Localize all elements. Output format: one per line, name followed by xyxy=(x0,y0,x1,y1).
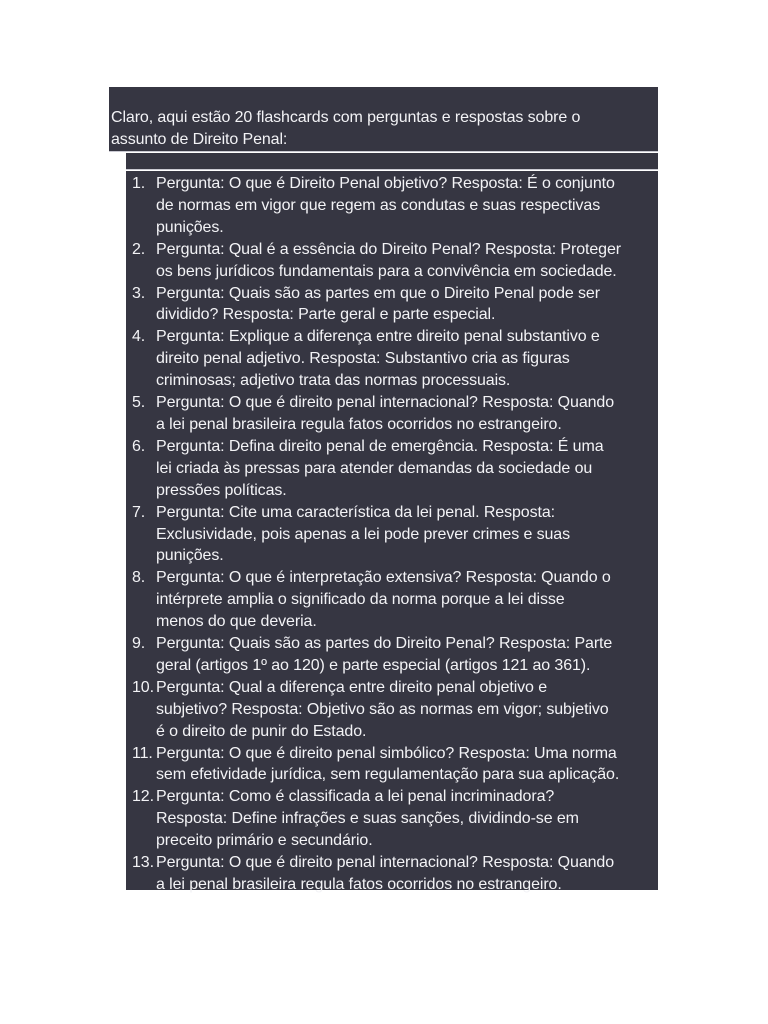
flashcard-text-line: é o direito de punir do Estado. xyxy=(156,722,367,740)
flashcard-number: 12. xyxy=(132,788,154,806)
flashcard-item xyxy=(126,326,658,392)
flashcard-text-line: a lei penal brasileira regula fatos ocorridos no estrangeiro. xyxy=(156,415,562,433)
flashcard-item xyxy=(126,567,658,633)
flashcard-text-line: Pergunta: Qual é a essência do Direito Penal? Resposta: Proteger xyxy=(156,240,621,258)
flashcard-text-line: Pergunta: O que é direito penal internacional? Resposta: Quando xyxy=(156,394,615,412)
flashcard-item xyxy=(126,502,658,568)
flashcard-text-line: criminosas; adjetivo trata das normas processuais. xyxy=(156,372,511,390)
flashcard-number: 8. xyxy=(132,569,146,587)
flashcard-number: 10. xyxy=(132,678,154,696)
flashcard-list-container xyxy=(126,171,658,893)
flashcard-text-line: dividido? Resposta: Parte geral e parte especial. xyxy=(156,306,496,324)
flashcard-number: 1. xyxy=(132,175,146,192)
flashcard-text-line: pressões políticas. xyxy=(156,481,287,499)
flashcard-text-line: punições. xyxy=(156,547,224,565)
flashcard-text-line: Resposta: Define infrações e suas sanções, dividindo-se em xyxy=(156,810,579,828)
flashcard-text-line: sem efetividade jurídica, sem regulamentação para sua aplicação. xyxy=(156,766,620,784)
flashcard-item xyxy=(126,786,658,852)
flashcard-number: 5. xyxy=(132,394,146,412)
flashcard-text-line: Pergunta: O que é interpretação extensiva? Resposta: Quando o xyxy=(156,569,611,587)
flashcard-item xyxy=(126,283,658,327)
flashcard-item xyxy=(126,436,658,502)
flashcard-number: 4. xyxy=(132,328,146,346)
flashcard-text-line: intérprete amplia o significado da norma porque a lei disse xyxy=(156,591,565,609)
flashcard-text-line: geral (artigos 1º ao 120) e parte especial (artigos 121 ao 361). xyxy=(156,656,591,674)
flashcard-number: 13. xyxy=(132,854,154,872)
flashcard-item xyxy=(126,633,658,677)
flashcard-text-line: os bens jurídicos fundamentais para a convivência em sociedade. xyxy=(156,262,617,280)
flashcard-text-line: de normas em vigor que regem as condutas e suas respectivas xyxy=(156,196,601,214)
flashcard-item xyxy=(126,239,658,283)
flashcard-item xyxy=(126,852,658,896)
flashcard-text-line: punições. xyxy=(156,218,224,236)
flashcard-item xyxy=(126,173,658,239)
flashcard-text-line: Pergunta: O que é direito penal simbólico? Resposta: Uma norma xyxy=(156,744,617,762)
flashcard-number: 9. xyxy=(132,635,146,653)
flashcard-text-line: Pergunta: Cite uma característica da lei penal. Resposta: xyxy=(156,503,555,521)
flashcard-number: 3. xyxy=(132,284,146,302)
intro-block xyxy=(109,87,658,152)
flashcard-text-line: preceito primário e secundário. xyxy=(156,832,373,850)
flashcard-text-line: menos do que deveria. xyxy=(156,613,317,631)
intro-line-1: Claro, aqui estão 20 flashcards com perguntas e respostas sobre o xyxy=(111,109,581,126)
flashcard-item xyxy=(126,677,658,743)
flashcard-text-line: lei criada às pressas para atender demandas da sociedade ou xyxy=(156,459,593,477)
flashcard-item xyxy=(126,743,658,787)
flashcard-list xyxy=(126,171,658,896)
flashcard-number: 6. xyxy=(132,437,146,455)
flashcard-text-line: Pergunta: Explique a diferença entre direito penal substantivo e xyxy=(156,328,600,346)
flashcard-text-line: Pergunta: Como é classificada a lei penal incriminadora? xyxy=(156,788,555,806)
intro-line-2: assunto de Direito Penal: xyxy=(111,131,288,148)
flashcard-text-line: Pergunta: Quais são as partes do Direito Penal? Resposta: Parte xyxy=(156,635,613,653)
flashcard-text-line: Pergunta: O que é Direito Penal objetivo? Resposta: É o conjunto xyxy=(156,175,615,192)
flashcard-text-line: Pergunta: Defina direito penal de emergência. Resposta: É uma xyxy=(156,437,604,455)
flashcard-number: 11. xyxy=(132,744,153,762)
flashcard-text-line: Pergunta: Qual a diferença entre direito penal objetivo e xyxy=(156,678,548,696)
flashcard-text-line: Pergunta: O que é direito penal internacional? Resposta: Quando xyxy=(156,854,615,872)
flashcard-text-line: Pergunta: Quais são as partes em que o Direito Penal pode ser xyxy=(156,284,600,302)
flashcard-text-line: direito penal adjetivo. Resposta: Substantivo cria as figuras xyxy=(156,350,570,368)
flashcard-item xyxy=(126,392,658,436)
flashcard-number: 2. xyxy=(132,240,146,258)
flashcard-number: 7. xyxy=(132,503,146,521)
flashcard-text-line: a lei penal brasileira regula fatos ocorridos no estrangeiro. xyxy=(156,876,562,893)
flashcard-text-line: Exclusividade, pois apenas a lei pode prever crimes e suas xyxy=(156,525,570,543)
separator-bar xyxy=(126,153,658,170)
flashcard-text-line: subjetivo? Resposta: Objetivo são as normas em vigor; subjetivo xyxy=(156,700,609,718)
